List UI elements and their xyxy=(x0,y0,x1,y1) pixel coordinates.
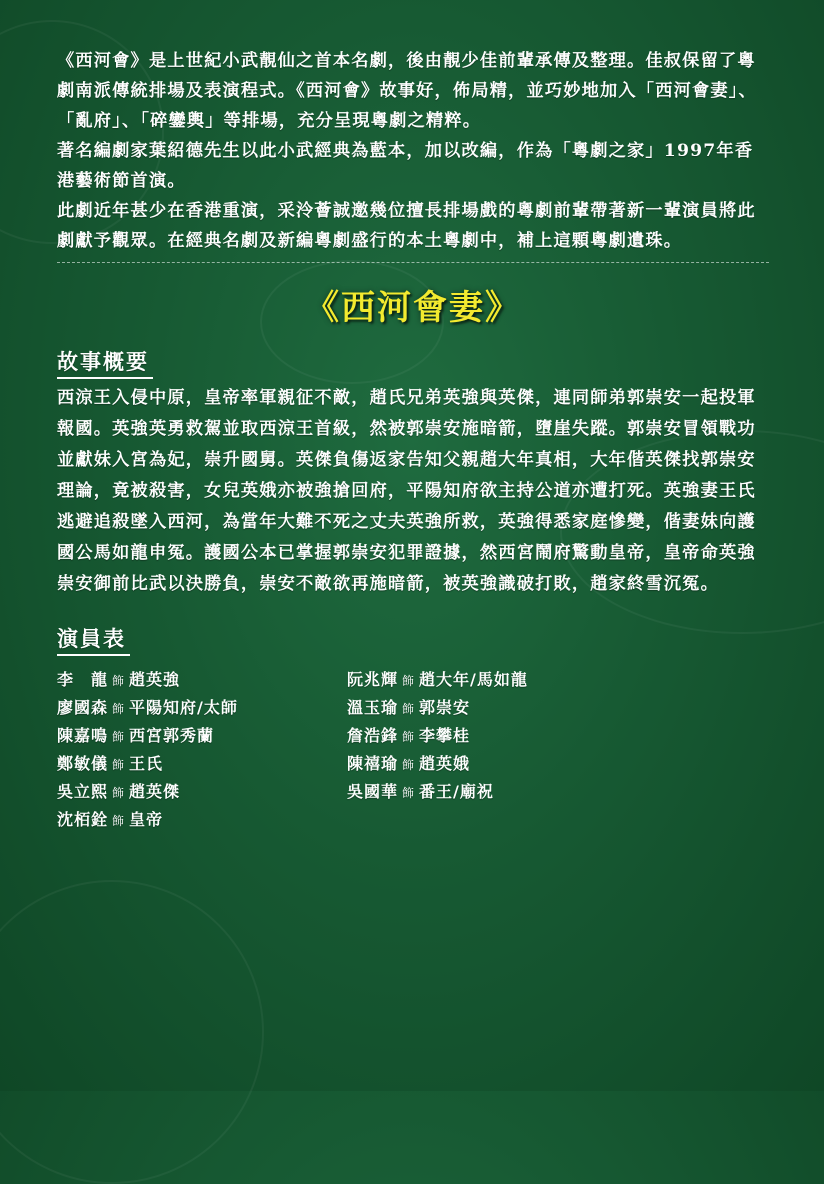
intro-section xyxy=(57,46,769,256)
role-word: 飾 xyxy=(402,730,416,744)
actor-name: 溫玉瑜 xyxy=(347,698,399,717)
role-name: 王氏 xyxy=(129,754,164,773)
program-page xyxy=(57,46,769,834)
cast-row xyxy=(57,666,347,694)
background-swirl xyxy=(0,880,264,1184)
role-name: 西宮郭秀蘭 xyxy=(129,726,215,745)
actor-name: 詹浩鋒 xyxy=(347,726,399,745)
intro-paragraph: 此劇近年甚少在香港重演，采泠薈誠邀幾位擅長排場戲的粵劇前輩帶著新一輩演員將此劇獻予觀眾。在經典名劇及新編粵劇盛行的本土粵劇中，補上這顆粵劇遺珠。 xyxy=(57,201,756,251)
synopsis-text: 西涼王入侵中原，皇帝率軍親征不敵，趙氏兄弟英強與英傑，連同師弟郭崇安一起投軍報國。英強英勇救駕並取西涼王首級，然被郭崇安施暗箭，墮崖失蹤。郭崇安冒領戰功並獻妹入宮為妃，崇升國舅。英傑負傷返家告知父親趙大年真相，大年偕英傑找郭崇安理論，竟被殺害，女兒英娥亦被強搶回府，平陽知府欲主持公道亦遭打死。英強妻王氏逃避追殺墜入西河，為當年大難不死之丈夫英強所救，英強得悉家庭慘變，偕妻妹向護國公馬如龍申冤。護國公本已掌握郭崇安犯罪證據，然西宮鬧府驚動皇帝，皇帝命英強崇安御前比武以決勝負，崇安不敵欲再施暗箭，被英強識破打敗，趙家終雪沉冤。 xyxy=(57,388,756,594)
role-name: 趙英強 xyxy=(129,670,181,689)
cast-row xyxy=(57,750,347,778)
cast-heading: 演員表 xyxy=(57,624,130,656)
role-name: 李攀桂 xyxy=(419,726,471,745)
role-name: 郭崇安 xyxy=(419,698,471,717)
role-word: 飾 xyxy=(112,730,126,744)
role-word: 飾 xyxy=(112,674,126,688)
role-name: 趙英傑 xyxy=(129,782,181,801)
cast-row xyxy=(347,750,647,778)
role-word: 飾 xyxy=(112,758,126,772)
role-name: 趙英娥 xyxy=(419,754,471,773)
actor-name: 陳嘉鳴 xyxy=(57,726,109,745)
cast-row xyxy=(57,806,347,834)
role-word: 飾 xyxy=(402,702,416,716)
cast-row xyxy=(57,722,347,750)
cast-row xyxy=(57,694,347,722)
cast-list xyxy=(57,666,769,834)
role-name: 趙大年/馬如龍 xyxy=(419,670,528,689)
role-name: 平陽知府/太師 xyxy=(129,698,238,717)
cast-row xyxy=(347,694,647,722)
actor-name: 沈栢銓 xyxy=(57,810,109,829)
cast-section xyxy=(57,600,769,834)
synopsis-heading: 故事概要 xyxy=(57,347,153,379)
cast-row xyxy=(347,666,647,694)
actor-name: 李 龍 xyxy=(57,670,109,689)
actor-name: 吳立熙 xyxy=(57,782,109,801)
role-word: 飾 xyxy=(402,758,416,772)
intro-paragraph: 著名編劇家葉紹德先生以此小武經典為藍本，加以改編，作為「粵劇之家」1997年香港藝術節首演。 xyxy=(57,141,754,191)
intro-paragraph: 《西河會》是上世紀小武靚仙之首本名劇，後由靚少佳前輩承傳及整理。佳叔保留了粵劇南派傳統排場及表演程式。《西河會》故事好，佈局精，並巧妙地加入「西河會妻」、「亂府」、「碎鑾輿」等排場，充分呈現粵劇之精粹。 xyxy=(57,51,757,131)
actor-name: 陳禧瑜 xyxy=(347,754,399,773)
cast-row xyxy=(347,778,647,806)
actor-name: 阮兆輝 xyxy=(347,670,399,689)
role-name: 番王/廟祝 xyxy=(419,782,494,801)
actor-name: 吳國華 xyxy=(347,782,399,801)
cast-row xyxy=(347,722,647,750)
role-name: 皇帝 xyxy=(129,810,164,829)
role-word: 飾 xyxy=(402,786,416,800)
play-title: 《西河會妻》 xyxy=(305,288,521,328)
cast-row xyxy=(57,778,347,806)
actor-name: 廖國森 xyxy=(57,698,109,717)
role-word: 飾 xyxy=(112,786,126,800)
role-word: 飾 xyxy=(402,674,416,688)
synopsis-section xyxy=(57,333,769,600)
role-word: 飾 xyxy=(112,814,126,828)
role-word: 飾 xyxy=(112,702,126,716)
actor-name: 鄭敏儀 xyxy=(57,754,109,773)
dashed-divider xyxy=(57,262,769,263)
